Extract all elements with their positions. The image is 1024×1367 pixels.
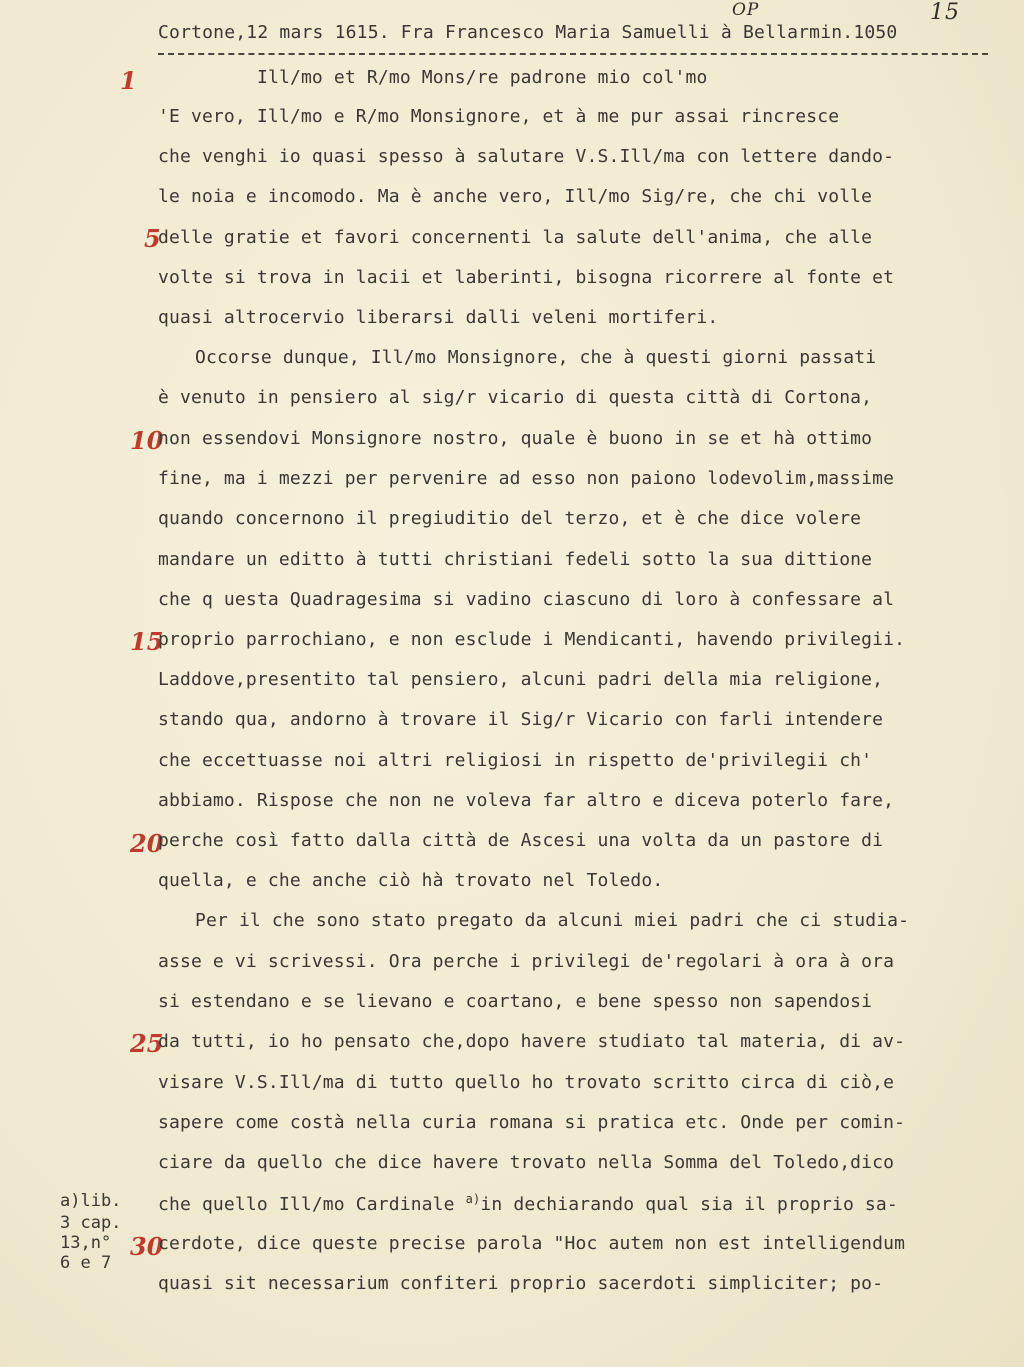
text-line-18: che eccettuasse noi altri religiosi in rispetto de'privilegii ch' (158, 750, 873, 771)
text-line-8: Occorse dunque, Ill/mo Monsignore, che à questi giorni passati (195, 347, 877, 368)
text-line-15: proprio parrochiano, e non esclude i Mendicanti, havendo privilegii. (158, 629, 906, 650)
text-line-24: si estendano e se lievano e coartano, e bene spesso non sapendosi (158, 991, 873, 1012)
handwritten-op-mark: OP (732, 0, 760, 20)
text-line-20: perche così fatto dalla città de Ascesi una volta da un pastore di (158, 830, 884, 851)
margin-line-number-25: 25 (130, 1029, 164, 1058)
text-line-27: sapere come costà nella curia romana si pratica etc. Onde per comin- (158, 1112, 906, 1133)
text-line-3: che venghi io quasi spesso à salutare V.S.Ill/ma con lettere dando- (158, 146, 895, 167)
footnote-line-3: 13,n° (60, 1233, 112, 1253)
text-line-12: quando concernono il pregiuditio del terzo, et è che dice volere (158, 508, 862, 529)
text-line-22: Per il che sono stato pregato da alcuni miei padri che ci studia- (195, 910, 910, 931)
text-line-29-end: in dechiarando qual sia il proprio sa- (480, 1194, 898, 1215)
footnote-line-1: a)lib. (60, 1191, 122, 1211)
margin-line-number-5: 5 (144, 224, 161, 253)
margin-line-number-1: 1 (120, 66, 137, 95)
text-line-9: è venuto in pensiero al sig/r vicario di questa città di Cortona, (158, 387, 873, 408)
text-line-29-start: che quello Ill/mo Cardinale (158, 1194, 466, 1215)
text-line-11: fine, ma i mezzi per pervenire ad esso non paiono lodevolim,massime (158, 468, 895, 489)
text-line-4: le noia e incomodo. Ma è anche vero, Ill/mo Sig/re, che chi volle (158, 186, 873, 207)
text-line-16: Laddove,presentito tal pensiero, alcuni padri della mia religione, (158, 669, 884, 690)
footnote-marker: a) (465, 1192, 481, 1206)
text-line-5: delle gratie et favori concernenti la salute dell'anima, che alle (158, 227, 873, 248)
text-line-7: quasi altrocervio liberarsi dalli veleni mortiferi. (158, 307, 719, 328)
text-line-26: visare V.S.Ill/ma di tutto quello ho trovato scritto circa di ciò,e (158, 1072, 895, 1093)
text-line-21: quella, e che anche ciò hà trovato nel Toledo. (158, 870, 664, 891)
text-line-6: volte si trova in lacii et laberinti, bisogna ricorrere al fonte et (158, 267, 895, 288)
footnote-line-2: 3 cap. (60, 1213, 122, 1233)
text-line-30: cerdote, dice queste precise parola "Hoc autem non est intelligendum (158, 1233, 906, 1254)
text-line-14: che q uesta Quadragesima si vadino ciascuno di loro à confessare al (158, 589, 895, 610)
text-line-29 (158, 1192, 898, 1215)
text-line-17: stando qua, andorno à trovare il Sig/r Vicario con farli intendere (158, 709, 884, 730)
margin-line-number-10: 10 (130, 426, 164, 455)
text-line-2: 'E vero, Ill/mo e R/mo Monsignore, et à me pur assai rincresce (158, 106, 840, 127)
margin-line-number-20: 20 (130, 829, 164, 858)
text-line-13: mandare un editto à tutti christiani fedeli sotto la sua dittione (158, 549, 873, 570)
text-line-19: abbiamo. Rispose che non ne voleva far altro e diceva poterlo fare, (158, 790, 895, 811)
text-line-28: ciare da quello che dice havere trovato nella Somma del Toledo,dico (158, 1152, 895, 1173)
margin-line-number-15: 15 (130, 627, 164, 656)
text-line-25: da tutti, io ho pensato che,dopo havere studiato tal materia, di av- (158, 1031, 906, 1052)
handwritten-page-number: 15 (930, 0, 960, 25)
header-divider (158, 53, 988, 55)
footnote-line-4: 6 e 7 (60, 1253, 112, 1273)
text-line-10: non essendovi Monsignore nostro, quale è buono in se et hà ottimo (158, 428, 873, 449)
text-line-31: quasi sit necessarium confiteri proprio sacerdoti simpliciter; po- (158, 1273, 884, 1294)
salutation: Ill/mo et R/mo Mons/re padrone mio col'mo (257, 67, 708, 88)
text-line-23: asse e vi scrivessi. Ora perche i privilegi de'regolari à ora à ora (158, 951, 895, 972)
letter-header: Cortone,12 mars 1615. Fra Francesco Maria Samuelli à Bellarmin.1050 (158, 22, 898, 43)
margin-line-number-30: 30 (130, 1232, 164, 1261)
